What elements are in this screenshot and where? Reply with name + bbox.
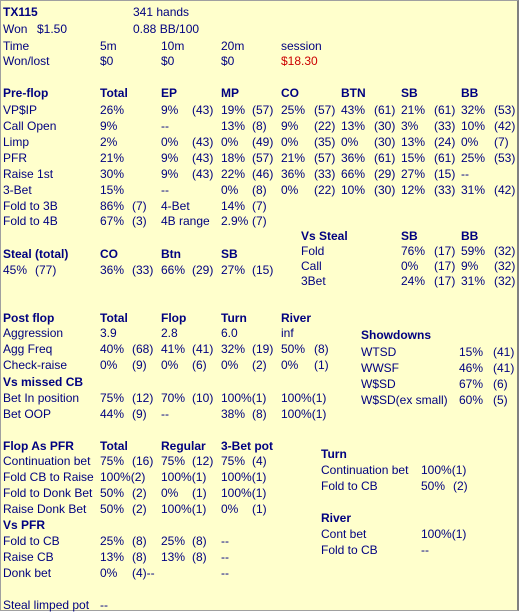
fourbet-range-count: (7) [252,214,267,228]
showdowns-value: 60% [459,393,484,407]
postflop-row-label: Check-raise [3,358,68,372]
preflop-cell: 9% [281,119,299,133]
preflop-cell: (33) [434,119,456,133]
vs-steal-cell: (17) [434,274,456,288]
vs-steal-title: Vs Steal [301,229,348,243]
preflop-cell: 15% [401,151,426,165]
preflop-cell: 21% [281,151,306,165]
time-col-5m: 5m [100,39,117,53]
preflop-cell: 10% [461,119,486,133]
preflop-cell: 0% [161,135,179,149]
preflop-cell: 12% [401,183,426,197]
flop-pfr-cell: (16) [132,454,154,468]
postflop-row-label: Aggression [3,326,64,340]
flop-pfr-col-3bet: 3-Bet pot [221,439,273,453]
steal-limped-value: -- [100,598,108,612]
postflop-col-total: Total [100,311,128,325]
preflop-cell: (33) [314,167,336,181]
postflop-cell: 0% [100,358,118,372]
preflop-col-total: Total [100,86,128,100]
preflop-cell: (49) [252,135,274,149]
showdowns-value: 15% [459,345,484,359]
preflop-cell: 31% [461,183,486,197]
preflop-cell: 18% [221,151,246,165]
preflop-cell: (61) [434,151,456,165]
flop-pfr-cell: (1) [252,502,267,516]
preflop-cell: 30% [100,167,125,181]
preflop-cell: (30) [374,135,396,149]
preflop-cell: 13% [401,135,426,149]
flop-pfr-cell: (12) [192,454,214,468]
flop-pfr-cell: 50% [100,502,125,516]
preflop-cell: 66% [341,167,366,181]
preflop-cell: (35) [314,135,336,149]
preflop-cell: (46) [252,167,274,181]
wonlost-5m: $0 [100,54,114,68]
steal-title: Steal (total) [3,247,69,261]
river-cbet-value: 100%(1) [421,527,467,541]
vs-pfr-cell: 25% [161,534,186,548]
preflop-cell: -- [461,167,469,181]
missed-cb-title: Vs missed CB [3,375,84,389]
preflop-cell: (30) [374,183,396,197]
vs-pfr-cell: 25% [100,534,125,548]
steal-total: 45% [3,263,28,277]
vs-pfr-title: Vs PFR [3,518,46,532]
preflop-cell: 22% [221,167,246,181]
preflop-cell: 21% [100,151,125,165]
river-title: River [321,511,352,525]
missed-cb-cell: 100%(1) [221,391,267,405]
turn-cbet-value: 100%(1) [421,463,467,477]
vs-steal-col-bb: BB [461,229,479,243]
preflop-cell: 0% [221,183,239,197]
preflop-cell: (53) [494,103,516,117]
time-col-session: session [281,39,322,53]
time-col-10m: 10m [161,39,185,53]
preflop-cell: (57) [314,103,336,117]
preflop-cell: (42) [494,119,516,133]
preflop-cell: (61) [374,151,396,165]
postflop-cell: (8) [314,342,329,356]
won-label: Won [3,22,28,36]
flop-pfr-cell: 50% [100,486,125,500]
preflop-cell: 0% [281,183,299,197]
vs-steal-cell: (32) [494,244,516,258]
showdowns-label: W$SD(ex small) [361,393,448,407]
flop-pfr-cell: 100%(1) [221,470,267,484]
vs-steal-row-label: 3Bet [301,274,326,288]
preflop-cell: (43) [192,103,214,117]
preflop-cell: (33) [434,183,456,197]
steal-col-sb: SB [221,247,238,261]
postflop-cell: 0% [281,358,299,372]
preflop-title: Pre-flop [3,86,49,100]
steal-co-value: 36% [100,263,125,277]
postflop-cell: 0% [161,358,179,372]
flop-pfr-title: Flop As PFR [3,439,74,453]
flop-pfr-cell: 75% [221,454,246,468]
flop-pfr-cell: 75% [161,454,186,468]
missed-cb-cell: (10) [192,391,214,405]
turn-fold-cb-label: Fold to CB [321,479,378,493]
preflop-cell: -- [161,183,169,197]
preflop-cell: (61) [434,103,456,117]
won-amount: $1.50 [37,22,68,36]
postflop-cell: 0% [221,358,239,372]
postflop-cell: (19) [252,342,274,356]
vs-pfr-row-label: Donk bet [3,566,52,580]
preflop-cell: 9% [161,151,179,165]
missed-cb-row-label: Bet OOP [3,407,52,421]
vs-pfr-cell: (8) [132,534,147,548]
fold3b-label: Fold to 3B [3,199,58,213]
preflop-cell: 0% [461,135,479,149]
showdowns-label: WTSD [361,345,397,359]
postflop-cell: (6) [192,358,207,372]
preflop-col-sb: SB [401,86,418,100]
vs-steal-cell: 24% [401,274,426,288]
postflop-cell: (68) [132,342,154,356]
missed-cb-cell: 100%(1) [281,391,327,405]
vs-steal-cell: (17) [434,259,456,273]
preflop-cell: 3% [401,119,419,133]
preflop-cell: 43% [341,103,366,117]
missed-cb-cell: -- [161,407,169,421]
vs-steal-row-label: Fold [301,244,325,258]
preflop-cell: 36% [341,151,366,165]
flop-pfr-cell: (2) [132,502,147,516]
preflop-row-label: Call Open [3,119,57,133]
steal-sb-value: 27% [221,263,246,277]
vs-pfr-cell: 0% [100,566,118,580]
postflop-cell: (2) [252,358,267,372]
preflop-cell: (43) [192,151,214,165]
postflop-cell: 3.9 [100,326,117,340]
postflop-cell: 40% [100,342,125,356]
preflop-cell: (15) [434,167,456,181]
preflop-cell: (42) [494,183,516,197]
vs-steal-cell: 0% [401,259,419,273]
vs-pfr-cell: -- [221,550,229,564]
preflop-cell: -- [161,119,169,133]
postflop-cell: (9) [132,358,147,372]
preflop-col-ep: EP [161,86,178,100]
turn-fold-cb-value: 50% [421,479,446,493]
flop-pfr-cell: 0% [161,486,179,500]
vs-pfr-cell: -- [221,534,229,548]
vs-steal-cell: 31% [461,274,486,288]
fourbet-label: 4-Bet [161,199,190,213]
showdowns-count: (41) [493,345,515,359]
vs-steal-cell: (32) [494,274,516,288]
fourbet-range-label: 4B range [161,214,210,228]
hands-count: 341 hands [133,5,190,19]
river-fold-cb-label: Fold to CB [321,543,378,557]
flop-pfr-cell: 75% [100,454,125,468]
missed-cb-cell: 100%(1) [281,407,327,421]
showdowns-title: Showdowns [361,328,431,342]
steal-co-count: (33) [132,263,154,277]
preflop-cell: 9% [161,103,179,117]
preflop-cell: 27% [401,167,426,181]
preflop-cell: (22) [314,119,336,133]
fourbet-value: 14% [221,199,246,213]
preflop-cell: 25% [281,103,306,117]
vs-steal-cell: 9% [461,259,479,273]
fold4b-label: Fold to 4B [3,214,58,228]
postflop-col-river: River [281,311,312,325]
missed-cb-cell: 38% [221,407,246,421]
vs-pfr-cell: 13% [161,550,186,564]
vs-pfr-cell: -- [221,566,229,580]
preflop-cell: (43) [192,135,214,149]
vs-pfr-cell: (4)-- [132,566,155,580]
flop-pfr-cell: 100%(1) [161,502,207,516]
preflop-cell: (7) [494,135,509,149]
preflop-row-label: VP$IP [3,103,38,117]
time-col-20m: 20m [221,39,245,53]
wonlost-session: $18.30 [281,54,318,68]
preflop-cell: 15% [100,183,125,197]
postflop-cell: 41% [161,342,186,356]
vs-steal-row-label: Call [301,259,322,273]
flop-pfr-cell: 100%(1) [221,486,267,500]
vs-steal-cell: (17) [434,244,456,258]
postflop-title: Post flop [3,311,55,325]
flop-pfr-row-label: Raise Donk Bet [3,502,87,516]
preflop-cell: (29) [374,167,396,181]
missed-cb-cell: (12) [132,391,154,405]
postflop-col-turn: Turn [221,311,247,325]
missed-cb-cell: (8) [252,407,267,421]
preflop-cell: 10% [341,183,366,197]
postflop-cell: 6.0 [221,326,238,340]
showdowns-label: WWSF [361,361,399,375]
preflop-cell: 32% [461,103,486,117]
showdowns-label: W$SD [361,377,396,391]
time-label: Time [3,39,30,53]
preflop-cell: 19% [221,103,246,117]
missed-cb-row-label: Bet In position [3,391,80,405]
preflop-cell: 0% [221,135,239,149]
vs-pfr-cell: (8) [192,534,207,548]
missed-cb-cell: 75% [100,391,125,405]
preflop-cell: (57) [252,103,274,117]
fold4b-value: 67% [100,214,125,228]
steal-limped-label: Steal limped pot [3,598,90,612]
flop-pfr-row-label: Continuation bet [3,454,91,468]
postflop-cell: inf [281,326,294,340]
steal-btn-value: 66% [161,263,186,277]
showdowns-count: (41) [493,361,515,375]
wonlost-20m: $0 [221,54,235,68]
vs-steal-cell: 76% [401,244,426,258]
wonlost-label: Won/lost [3,54,50,68]
flop-pfr-cell: (2) [132,486,147,500]
preflop-col-bb: BB [461,86,479,100]
fourbet-range-value: 2.9% [221,214,249,228]
vs-pfr-cell: (8) [132,550,147,564]
river-cbet-label: Cont bet [321,527,367,541]
river-fold-cb-value: -- [421,543,429,557]
vs-pfr-row-label: Fold to CB [3,534,60,548]
preflop-cell: 0% [341,135,359,149]
preflop-cell: (8) [252,119,267,133]
flop-pfr-col-regular: Regular [161,439,206,453]
postflop-cell: (41) [192,342,214,356]
steal-btn-count: (29) [192,263,214,277]
preflop-row-label: PFR [3,151,27,165]
player-name: TX115 [3,5,38,19]
showdowns-value: 67% [459,377,484,391]
preflop-cell: 13% [341,119,366,133]
vs-pfr-row-label: Raise CB [3,550,54,564]
preflop-cell: 0% [281,135,299,149]
preflop-cell: 25% [461,151,486,165]
postflop-cell: (1) [314,358,329,372]
preflop-cell: 26% [100,103,125,117]
preflop-cell: (61) [374,103,396,117]
preflop-row-label: 3-Bet [3,183,32,197]
preflop-col-co: CO [281,86,299,100]
flop-pfr-row-label: Fold CB to Raise [3,470,94,484]
wonlost-10m: $0 [161,54,175,68]
showdowns-count: (6) [493,377,508,391]
vs-pfr-cell: 13% [100,550,125,564]
preflop-cell: (57) [252,151,274,165]
preflop-cell: (57) [314,151,336,165]
preflop-col-btn: BTN [341,86,366,100]
turn-title: Turn [321,447,347,461]
flop-pfr-cell: (4) [252,454,267,468]
vs-pfr-cell: (8) [192,550,207,564]
preflop-cell: 36% [281,167,306,181]
showdowns-count: (5) [493,393,508,407]
missed-cb-cell: 70% [161,391,186,405]
steal-col-btn: Btn [161,247,181,261]
preflop-row-label: Raise 1st [3,167,54,181]
flop-pfr-cell: 100%(1) [161,470,207,484]
preflop-cell: (22) [314,183,336,197]
flop-pfr-cell: 0% [221,502,239,516]
postflop-cell: 32% [221,342,246,356]
preflop-cell: (43) [192,167,214,181]
steal-total-count: (77) [35,263,57,277]
preflop-col-mp: MP [221,86,239,100]
missed-cb-cell: 44% [100,407,125,421]
postflop-row-label: Agg Freq [3,342,53,356]
flop-pfr-col-total: Total [100,439,128,453]
flop-pfr-cell: (1) [192,486,207,500]
preflop-cell: 21% [401,103,426,117]
preflop-cell: (8) [252,183,267,197]
preflop-cell: (30) [374,119,396,133]
fold4b-count: (3) [132,214,147,228]
postflop-cell: 50% [281,342,306,356]
preflop-cell: 2% [100,135,118,149]
preflop-cell: 13% [221,119,246,133]
preflop-cell: (53) [494,151,516,165]
postflop-col-flop: Flop [161,311,187,325]
postflop-cell: 2.8 [161,326,178,340]
steal-col-co: CO [100,247,118,261]
preflop-cell: 9% [161,167,179,181]
preflop-cell: (24) [434,135,456,149]
preflop-row-label: Limp [3,135,30,149]
vs-steal-cell: (32) [494,259,516,273]
flop-pfr-row-label: Fold to Donk Bet [3,486,93,500]
turn-fold-cb-count: (2) [453,479,468,493]
vs-steal-col-sb: SB [401,229,418,243]
showdowns-value: 46% [459,361,484,375]
bb-rate: 0.88 BB/100 [133,22,200,36]
steal-sb-count: (15) [252,263,274,277]
fourbet-count: (7) [252,199,267,213]
preflop-cell: 9% [100,119,118,133]
vs-steal-cell: 59% [461,244,486,258]
missed-cb-cell: (9) [132,407,147,421]
fold3b-value: 86% [100,199,125,213]
turn-cbet-label: Continuation bet [321,463,409,477]
fold3b-count: (7) [132,199,147,213]
flop-pfr-cell: 100%(2) [100,470,146,484]
